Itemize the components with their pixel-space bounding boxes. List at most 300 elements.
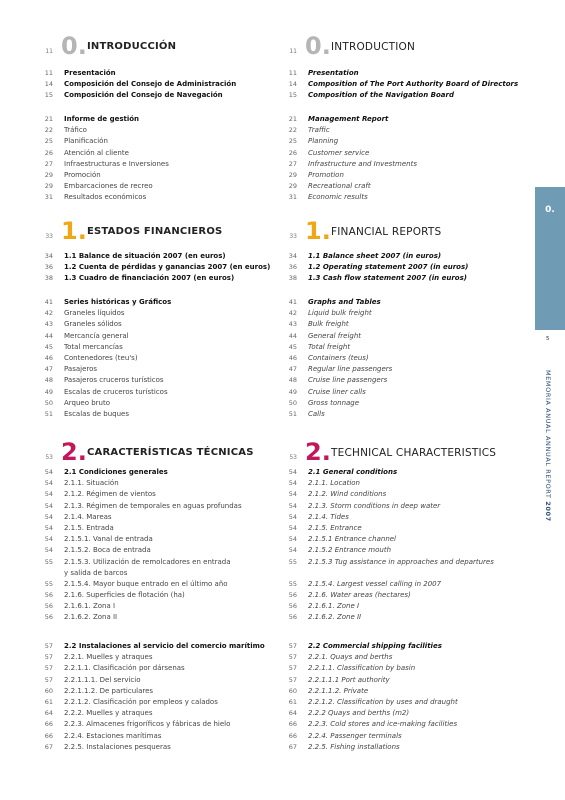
toc-group — [37, 467, 267, 624]
section-page: 53 — [289, 454, 297, 461]
toc-entry-page: 48 — [288, 376, 297, 385]
toc-entry[interactable] — [281, 731, 521, 742]
toc-entry[interactable] — [281, 568, 521, 579]
toc-group — [37, 68, 267, 102]
toc-entry-title: 2.1.5. Entrance — [308, 523, 362, 532]
toc-entry[interactable] — [281, 652, 521, 663]
toc-entry-title: Infraestructuras e Inversiones — [64, 159, 169, 168]
toc-entry[interactable] — [281, 641, 521, 652]
toc-entry-title: 2.1.3. Storm conditions in deep water — [308, 501, 441, 510]
toc-entry-title: Resultados económicos — [64, 193, 147, 202]
toc-entry-title: Pasajeros cruceros turísticos — [64, 376, 164, 385]
section-s1 — [37, 217, 271, 418]
vertical-running-title — [544, 370, 552, 522]
toc-entry-title: Liquid bulk freight — [308, 309, 372, 318]
toc-entry-page: 41 — [44, 298, 53, 306]
toc-entry-page: 43 — [44, 320, 53, 329]
toc-entry[interactable] — [37, 641, 267, 652]
toc-entry-page: 46 — [288, 353, 297, 362]
toc-entry-title: Composición del Consejo de Navegación — [64, 91, 223, 100]
toc-entry-page: 54 — [44, 501, 53, 510]
toc-entry-page: 47 — [288, 365, 297, 374]
toc-entry-title: 2.2.2 Quays and berths (m2) — [308, 709, 410, 718]
toc-entry-title: 2.1.5.4. Largest vessel calling in 2007 — [308, 579, 442, 588]
toc-entry[interactable] — [37, 353, 267, 364]
toc-entry-title: General freight — [308, 331, 362, 340]
toc-entry-title: Bulk freight — [308, 320, 349, 329]
toc-entry-page: 54 — [288, 546, 297, 555]
toc-entry-title: 2.1.3. Régimen de temporales en aguas profundas — [64, 501, 242, 510]
toc-entry-title: Escalas de buques — [64, 409, 130, 418]
toc-entry[interactable] — [37, 612, 267, 623]
section-number: 1. — [305, 217, 331, 245]
toc-entry-page: 25 — [44, 137, 53, 146]
toc-entry[interactable] — [37, 181, 267, 192]
toc-entry-title: 2.2.1.1. Clasificación por dársenas — [64, 664, 185, 673]
toc-entry-title: Promotion — [308, 170, 344, 179]
toc-entry-page: 56 — [288, 602, 297, 611]
section-title: CARACTERÍSTICAS TÉCNICAS — [87, 447, 254, 458]
toc-entry-title: Pasajeros — [64, 365, 98, 374]
toc-entry-title: 1.3 Cash flow statement 2007 (in euros) — [308, 274, 467, 283]
toc-entry[interactable] — [281, 612, 521, 623]
toc-entry[interactable] — [281, 545, 521, 556]
toc-entry[interactable] — [281, 159, 521, 170]
toc-entry[interactable] — [281, 512, 521, 523]
toc-entry[interactable] — [37, 262, 271, 273]
toc-entry-page: 29 — [44, 182, 53, 191]
toc-group — [37, 297, 267, 420]
toc-entry[interactable] — [37, 686, 267, 697]
toc-entry[interactable] — [37, 478, 267, 489]
toc-entry-title: 2.2.1.1. Classification by basin — [308, 664, 416, 673]
toc-entry[interactable] — [37, 387, 267, 398]
toc-entry-page: 31 — [288, 193, 297, 202]
toc-entry-title: Composition of The Port Authority Board of Directors — [308, 80, 519, 89]
toc-entry[interactable] — [281, 79, 521, 90]
toc-entry[interactable] — [37, 579, 267, 590]
toc-entry-page: 34 — [44, 252, 53, 260]
toc-entry-page: 21 — [288, 115, 297, 123]
toc-entry-title: Series históricas y Gráficos — [64, 298, 172, 306]
toc-entry-page: 54 — [44, 546, 53, 555]
section-number: 0. — [61, 32, 87, 60]
toc-entry-page: 54 — [288, 523, 297, 532]
section-s2 — [37, 438, 267, 751]
toc-entry-page: 54 — [288, 490, 297, 499]
toc-entry[interactable] — [37, 114, 267, 125]
toc-entry-title: 2.2.3. Almacenes frigoríficos y fábricas de hielo — [64, 720, 231, 729]
toc-entry-page: 36 — [44, 263, 53, 272]
toc-entry[interactable] — [37, 136, 267, 147]
toc-entry[interactable] — [37, 652, 267, 663]
toc-entry[interactable] — [281, 125, 521, 136]
toc-entry[interactable] — [37, 568, 267, 579]
toc-entry-title: Traffic — [308, 126, 330, 135]
toc-entry-page: 36 — [288, 263, 297, 272]
toc-entry-title: 2.1.5.4. Mayor buque entrado en el último año — [64, 579, 228, 588]
section-title: INTRODUCTION — [331, 41, 416, 53]
toc-entry-page: 14 — [44, 80, 53, 89]
toc-entry-title: Recreational craft — [308, 182, 371, 191]
toc-entry[interactable] — [37, 663, 267, 674]
toc-entry-page: 61 — [44, 697, 53, 706]
section-title: TECHNICAL CHARACTERISTICS — [331, 447, 497, 459]
toc-entry-page: 50 — [44, 398, 53, 407]
toc-entry-page: 55 — [288, 557, 297, 566]
toc-entry[interactable] — [37, 708, 267, 719]
toc-entry[interactable] — [281, 697, 521, 708]
toc-entry-page: 60 — [44, 686, 53, 695]
toc-entry-page: 61 — [288, 697, 297, 706]
toc-entry-title: 1.2 Operating statement 2007 (in euros) — [308, 263, 469, 272]
toc-entry-title: Cruise liner calls — [308, 387, 366, 396]
toc-entry-page: 22 — [44, 126, 53, 135]
toc-entry[interactable] — [281, 68, 521, 79]
section-header — [281, 217, 521, 247]
toc-entry[interactable] — [37, 273, 267, 284]
toc-entry-page: 64 — [288, 709, 297, 718]
toc-entry-title: 2.2.4. Passenger terminals — [308, 731, 402, 740]
toc-entry[interactable] — [37, 308, 267, 319]
toc-entry-title: 2.1.1. Situación — [64, 479, 119, 488]
toc-entry-page: 54 — [288, 479, 297, 488]
toc-entry-title: Mercancía general — [64, 331, 129, 340]
toc-entry-title: 2.2.5. Instalaciones pesqueras — [64, 742, 171, 751]
toc-entry-page: 27 — [288, 159, 297, 168]
toc-group — [37, 251, 271, 285]
toc-entry-page: 29 — [44, 170, 53, 179]
toc-entry-title: 2.1.6.2. Zone II — [308, 613, 362, 622]
toc-entry[interactable] — [281, 398, 521, 409]
toc-entry-page: 57 — [288, 664, 297, 673]
toc-entry-title: Composición del Consejo de Administración — [64, 80, 237, 89]
toc-entry[interactable] — [37, 342, 267, 353]
section-page: 33 — [289, 233, 297, 240]
toc-entry[interactable] — [37, 489, 267, 500]
toc-entry-page: 38 — [288, 274, 297, 283]
toc-entry[interactable] — [281, 489, 521, 500]
toc-group — [281, 297, 521, 420]
toc-entry-page: 27 — [44, 159, 53, 168]
toc-entry[interactable] — [37, 398, 267, 409]
toc-entry-title: 2.1.2. Régimen de vientos — [64, 490, 156, 499]
toc-entry-title: Arqueo bruto — [64, 398, 111, 407]
section-number: 2. — [305, 438, 331, 466]
section-title: FINANCIAL REPORTS — [331, 226, 442, 238]
toc-group — [37, 114, 267, 204]
toc-entry-page: 67 — [288, 742, 297, 751]
toc-entry[interactable] — [37, 719, 267, 730]
toc-entry-title: Infrastructure and Investments — [308, 159, 417, 168]
toc-entry-title: 2.2.1. Quays and berths — [308, 653, 393, 662]
toc-entry-title: 2.1.4. Tides — [308, 512, 349, 521]
toc-entry[interactable] — [37, 557, 267, 568]
toc-entry-title: Total mercancías — [64, 342, 123, 351]
toc-entry[interactable] — [37, 251, 267, 262]
toc-entry-page: 56 — [288, 591, 297, 600]
toc-entry[interactable] — [281, 192, 521, 203]
toc-entry[interactable] — [281, 319, 521, 330]
section-header — [281, 438, 521, 468]
toc-entry-title: 2.2.4. Estaciones marítimas — [64, 731, 162, 740]
toc-entry-page: 57 — [288, 642, 297, 650]
toc-entry-title: 2.1 Condiciones generales — [64, 468, 168, 476]
toc-entry-page: 26 — [288, 148, 297, 157]
toc-entry-title: Escalas de cruceros turísticos — [64, 387, 168, 396]
toc-entry[interactable] — [37, 590, 267, 601]
toc-entry[interactable] — [37, 501, 267, 512]
toc-entry[interactable] — [281, 467, 521, 478]
toc-entry[interactable] — [281, 364, 521, 375]
toc-entry-title: Regular line passengers — [308, 365, 393, 374]
toc-entry-title: 1.1 Balance de situación 2007 (en euros) — [64, 252, 226, 260]
toc-group — [281, 641, 521, 753]
toc-group — [281, 114, 521, 204]
toc-entry-page: 54 — [288, 512, 297, 521]
toc-entry-page: 14 — [288, 80, 297, 89]
toc-entry-page: 54 — [44, 479, 53, 488]
toc-entry[interactable] — [281, 601, 521, 612]
toc-entry-title: 2.2 Instalaciones al servicio del comercio marítimo — [64, 642, 265, 650]
toc-entry-page: 54 — [44, 523, 53, 532]
toc-entry[interactable] — [281, 478, 521, 489]
toc-entry-page: 46 — [44, 353, 53, 362]
toc-entry-title: Embarcaciones de recreo — [64, 182, 153, 191]
toc-group — [281, 68, 521, 102]
toc-entry-title: Customer service — [308, 148, 370, 157]
toc-entry[interactable] — [37, 68, 267, 79]
toc-entry[interactable] — [281, 590, 521, 601]
toc-entry[interactable] — [37, 601, 267, 612]
toc-entry[interactable] — [281, 308, 521, 319]
toc-entry-title: Graneles sólidos — [64, 320, 122, 329]
toc-entry-page: 38 — [44, 274, 53, 283]
toc-entry-page: 29 — [288, 182, 297, 191]
section-title: INTRODUCCIÓN — [87, 41, 177, 52]
toc-entry-title: Economic results — [308, 193, 368, 202]
toc-entry-title: Tráfico — [64, 126, 87, 135]
toc-entry[interactable] — [281, 262, 521, 273]
toc-entry-title: Management Report — [308, 115, 389, 123]
toc-entry-title: Promoción — [64, 170, 101, 179]
toc-entry[interactable] — [281, 251, 521, 262]
toc-entry-title: Presentation — [308, 69, 359, 77]
toc-entry-page: 11 — [288, 69, 297, 77]
toc-entry-title: 2.1.1. Location — [308, 479, 360, 488]
toc-entry-page: 56 — [44, 591, 53, 600]
toc-entry-page: 50 — [288, 398, 297, 407]
toc-entry[interactable] — [281, 114, 521, 125]
toc-entry-page: 15 — [288, 91, 297, 100]
toc-entry-title: 2.1.6. Water areas (hectares) — [308, 591, 411, 600]
toc-group — [281, 251, 521, 285]
toc-entry-title: 1.1 Balance sheet 2007 (in euros) — [308, 252, 442, 260]
toc-entry[interactable] — [281, 663, 521, 674]
toc-entry-title: 2.1.5.1. Vanal de entrada — [64, 535, 153, 544]
toc-entry[interactable] — [281, 719, 521, 730]
toc-entry-title: Presentación — [64, 69, 116, 77]
section-title: ESTADOS FINANCIEROS — [87, 226, 223, 237]
toc-entry[interactable] — [37, 467, 267, 478]
toc-entry-page: 66 — [288, 731, 297, 740]
toc-entry[interactable] — [281, 148, 521, 159]
toc-entry[interactable] — [37, 79, 267, 90]
section-number: 2. — [61, 438, 87, 466]
toc-entry-page: 55 — [44, 579, 53, 588]
toc-entry-page: 66 — [44, 731, 53, 740]
toc-entry-page: 66 — [44, 720, 53, 729]
toc-entry[interactable] — [281, 342, 521, 353]
toc-entry[interactable] — [37, 125, 267, 136]
toc-entry-title: 1.2 Cuenta de pérdidas y ganancias 2007 (en euros) — [64, 263, 271, 272]
toc-group — [281, 467, 521, 624]
chapter-tab-label: 0. — [545, 205, 555, 215]
toc-entry[interactable] — [281, 523, 521, 534]
page-number: 5 — [546, 336, 550, 342]
toc-entry[interactable] — [37, 170, 267, 181]
toc-entry-title: 2.2.1.2. Clasificación por empleos y calados — [64, 697, 218, 706]
section-s1 — [281, 217, 521, 418]
toc-entry[interactable] — [281, 579, 521, 590]
section-s2 — [281, 438, 521, 751]
toc-entry[interactable] — [37, 319, 267, 330]
toc-entry-title: 2.1 General conditions — [308, 468, 398, 476]
toc-entry[interactable] — [281, 170, 521, 181]
toc-entry-title: 2.1.5.3 Tug assistance in approaches and departures — [308, 557, 494, 566]
toc-entry-title: 2.1.5.3. Utilización de remolcadores en entrada — [64, 557, 231, 566]
toc-entry-page: 42 — [44, 309, 53, 318]
toc-entry-title: 2.1.6. Superficies de flotación (ha) — [64, 591, 185, 600]
toc-entry-page: 56 — [44, 602, 53, 611]
toc-entry-title: 2.1.5.1 Entrance channel — [308, 535, 397, 544]
running-title-year: 2007 — [544, 501, 552, 522]
toc-entry[interactable] — [37, 409, 267, 420]
toc-entry[interactable] — [37, 523, 267, 534]
toc-group — [37, 641, 267, 753]
toc-entry-title: 2.1.2. Wind conditions — [308, 490, 387, 499]
toc-entry[interactable] — [281, 686, 521, 697]
toc-entry-page: 57 — [44, 675, 53, 684]
toc-entry-title: 2.2.5. Fishing installations — [308, 742, 400, 751]
toc-entry-page: 51 — [288, 409, 297, 418]
toc-entry[interactable] — [37, 364, 267, 375]
toc-entry-page: 60 — [288, 686, 297, 695]
section-header — [281, 32, 521, 62]
toc-entry-title: Calls — [308, 409, 325, 418]
section-number: 0. — [305, 32, 331, 60]
toc-entry-title: 2.1.6.1. Zone I — [308, 602, 360, 611]
toc-entry[interactable] — [37, 331, 267, 342]
toc-entry[interactable] — [281, 297, 521, 308]
toc-entry-page: 54 — [288, 501, 297, 510]
toc-entry-page: 44 — [288, 331, 297, 340]
toc-entry-page: 54 — [44, 535, 53, 544]
toc-entry[interactable] — [37, 742, 267, 753]
toc-entry-page: 44 — [44, 331, 53, 340]
toc-entry[interactable] — [281, 331, 521, 342]
toc-entry-page: 57 — [44, 653, 53, 662]
toc-entry-title: Contenedores (teu's) — [64, 353, 138, 362]
toc-entry[interactable] — [281, 742, 521, 753]
section-page: 11 — [289, 48, 297, 55]
toc-entry-title: Composition of the Navigation Board — [308, 91, 454, 100]
toc-entry-page: 67 — [44, 742, 53, 751]
toc-entry-title: Graphs and Tables — [308, 298, 381, 306]
toc-entry[interactable] — [37, 192, 267, 203]
toc-entry[interactable] — [281, 708, 521, 719]
running-title-text: MEMORIA ANUAL ANNUAL REPORT — [544, 370, 552, 502]
section-header — [37, 217, 267, 247]
toc-entry[interactable] — [281, 409, 521, 420]
toc-entry[interactable] — [37, 512, 267, 523]
section-page: 53 — [45, 454, 53, 461]
section-page: 33 — [45, 233, 53, 240]
toc-entry-page: 45 — [288, 342, 297, 351]
toc-entry[interactable] — [281, 557, 521, 568]
chapter-tab — [535, 187, 565, 329]
toc-entry-title: Total freight — [308, 342, 351, 351]
toc-entry-page: 54 — [44, 468, 53, 476]
toc-entry[interactable] — [37, 731, 267, 742]
toc-entry-page: 49 — [44, 387, 53, 396]
toc-entry[interactable] — [37, 375, 267, 386]
toc-entry[interactable] — [281, 353, 521, 364]
toc-entry-page: 51 — [44, 409, 53, 418]
toc-entry[interactable] — [37, 675, 267, 686]
toc-entry[interactable] — [281, 534, 521, 545]
toc-entry-title: 2.1.5.2 Entrance mouth — [308, 546, 392, 555]
toc-entry[interactable] — [281, 90, 521, 101]
toc-entry[interactable] — [281, 136, 521, 147]
toc-entry[interactable] — [281, 273, 521, 284]
toc-entry-page: 57 — [288, 675, 297, 684]
section-s0 — [37, 32, 267, 202]
toc-entry-page: 49 — [288, 387, 297, 396]
toc-entry[interactable] — [37, 148, 267, 159]
toc-entry[interactable] — [281, 181, 521, 192]
toc-entry-page: 66 — [288, 720, 297, 729]
toc-entry[interactable] — [37, 297, 267, 308]
toc-entry-title: 2.2.1.1.1 Port authority — [308, 675, 390, 684]
toc-entry-page: 22 — [288, 126, 297, 135]
toc-entry-title: Gross tonnage — [308, 398, 360, 407]
toc-entry-title: 2.2.1.1.1. Del servicio — [64, 675, 141, 684]
toc-entry-title: 2.2 Commercial shipping facilities — [308, 642, 442, 650]
toc-entry[interactable] — [37, 159, 267, 170]
toc-entry-title: Planificación — [64, 137, 108, 146]
toc-entry-page: 47 — [44, 365, 53, 374]
section-header — [37, 32, 267, 62]
toc-entry-page: 55 — [288, 579, 297, 588]
toc-entry[interactable] — [281, 387, 521, 398]
toc-entry[interactable] — [281, 675, 521, 686]
toc-entry-title: Informe de gestión — [64, 115, 140, 123]
toc-entry-page: 34 — [288, 252, 297, 260]
toc-entry[interactable] — [37, 697, 267, 708]
toc-entry-page: 64 — [44, 709, 53, 718]
toc-entry[interactable] — [281, 375, 521, 386]
toc-entry-title: Atención al cliente — [64, 148, 129, 157]
toc-entry-page: 54 — [44, 512, 53, 521]
toc-entry-title: 2.2.1.2. Classification by uses and draught — [308, 697, 458, 706]
toc-entry-page: 54 — [288, 468, 297, 476]
toc-entry[interactable] — [37, 545, 267, 556]
toc-entry[interactable] — [37, 534, 267, 545]
toc-entry[interactable] — [281, 501, 521, 512]
toc-entry[interactable] — [37, 90, 267, 101]
toc-entry-page: 41 — [288, 298, 297, 306]
